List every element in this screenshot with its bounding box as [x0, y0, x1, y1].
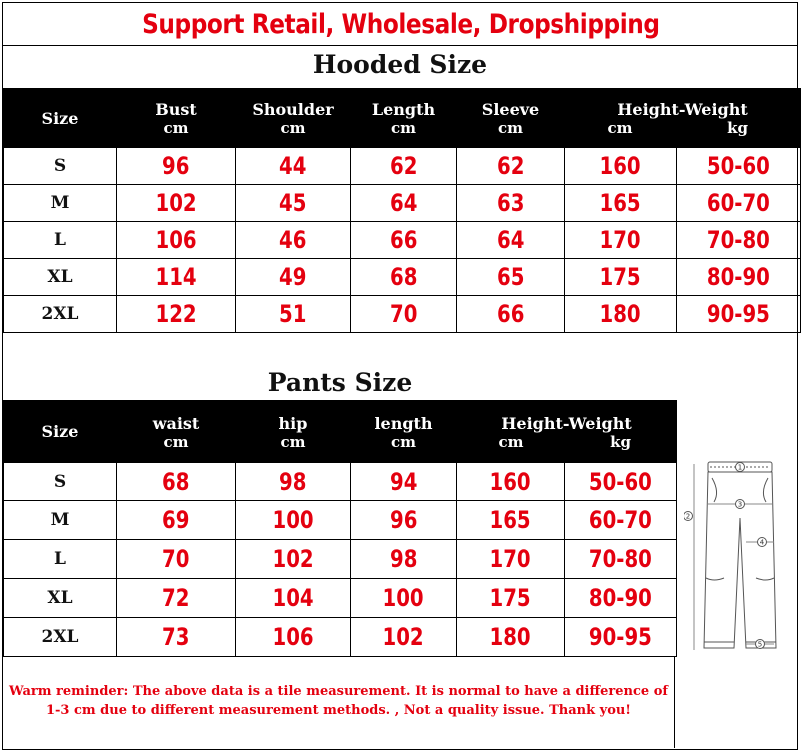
hooded-title: Hooded Size: [312, 50, 488, 79]
weight-value: 60-70: [677, 185, 801, 222]
header-unit: kg: [727, 119, 748, 137]
waist-value: 69: [117, 501, 236, 540]
size-label: XL: [4, 579, 117, 618]
length-value: 98: [351, 540, 457, 579]
sleeve-value: 62: [457, 148, 565, 185]
hip-value: 106: [236, 618, 351, 657]
sleeve-value: 65: [457, 259, 565, 296]
waist-value: 73: [117, 618, 236, 657]
table-row: [4, 579, 677, 618]
weight-value: 90-95: [565, 618, 677, 657]
size-label: L: [4, 222, 117, 259]
height-value: 170: [565, 222, 677, 259]
height-value: 165: [565, 185, 677, 222]
size-label: L: [4, 540, 117, 579]
hooded-size-table: [3, 88, 801, 333]
size-label: 2XL: [4, 618, 117, 657]
hooded-height-weight-header: [565, 89, 801, 148]
height-value: 160: [565, 148, 677, 185]
pocket-left: [712, 478, 717, 502]
height-value: 170: [457, 540, 565, 579]
table-row: [4, 618, 677, 657]
header-unit: cm: [498, 432, 524, 451]
shoulder-value: 44: [236, 148, 351, 185]
shoulder-value: 45: [236, 185, 351, 222]
hooded-sleeve-header: [457, 89, 565, 148]
size-label: S: [4, 148, 117, 185]
header-unit: cm: [163, 119, 189, 137]
size-label: 2XL: [4, 296, 117, 333]
length-value: 96: [351, 501, 457, 540]
header-unit: cm: [280, 432, 306, 451]
size-label: M: [4, 501, 117, 540]
bust-value: 114: [117, 259, 236, 296]
pants-height-weight-header: [457, 401, 677, 463]
length-value: 70: [351, 296, 457, 333]
header-unit: cm: [390, 432, 416, 451]
weight-value: 90-95: [677, 296, 801, 333]
header-label: Height-Weight: [617, 100, 748, 119]
pants-size-header: Size: [4, 401, 117, 463]
knee-seam-left: [706, 578, 724, 580]
weight-value: 80-90: [677, 259, 801, 296]
pants-size-table: [3, 400, 677, 657]
weight-value: 80-90: [565, 579, 677, 618]
weight-value: 70-80: [677, 222, 801, 259]
header-label: Sleeve: [481, 100, 540, 119]
weight-value: 60-70: [565, 501, 677, 540]
length-value: 102: [351, 618, 457, 657]
hip-value: 98: [236, 463, 351, 501]
marker-4-label: 4: [759, 538, 765, 547]
header-unit: kg: [610, 432, 631, 451]
height-value: 175: [457, 579, 565, 618]
marker-2-label: 2: [685, 512, 691, 521]
table-row: [4, 296, 801, 333]
pants-hip-header: [236, 401, 351, 463]
table-row: [4, 259, 801, 296]
header-label: Bust: [155, 100, 197, 119]
height-value: 175: [565, 259, 677, 296]
hooded-size-header: Size: [4, 89, 117, 148]
header-label: Shoulder: [252, 100, 334, 119]
header-unit: cm: [280, 119, 306, 137]
table-row: [4, 222, 801, 259]
header-label: Height-Weight: [501, 413, 632, 433]
waist-value: 68: [117, 463, 236, 501]
length-value: 62: [351, 148, 457, 185]
hooded-bust-header: [117, 89, 236, 148]
hip-value: 100: [236, 501, 351, 540]
size-label: XL: [4, 259, 117, 296]
height-value: 180: [457, 618, 565, 657]
header-units: [565, 119, 800, 137]
height-value: 165: [457, 501, 565, 540]
length-value: 66: [351, 222, 457, 259]
header-unit: cm: [607, 119, 633, 137]
marker-1-label: 1: [737, 463, 743, 472]
header-label: hip: [278, 413, 308, 433]
weight-value: 50-60: [677, 148, 801, 185]
bust-value: 122: [117, 296, 236, 333]
header-label: length: [374, 413, 433, 433]
header-unit: cm: [390, 119, 416, 137]
length-value: 100: [351, 579, 457, 618]
sleeve-value: 66: [457, 296, 565, 333]
marker-5-label: 5: [757, 640, 763, 649]
pocket-right: [763, 478, 768, 502]
pants-length-header: [351, 401, 457, 463]
length-value: 64: [351, 185, 457, 222]
header-units: [457, 433, 676, 451]
weight-value: 50-60: [565, 463, 677, 501]
header-unit: cm: [163, 432, 189, 451]
shoulder-value: 46: [236, 222, 351, 259]
shoulder-value: 51: [236, 296, 351, 333]
header-label: waist: [152, 413, 200, 433]
sleeve-value: 64: [457, 222, 565, 259]
pants-waist-header: [117, 401, 236, 463]
table-row: [4, 501, 677, 540]
table-row: [4, 148, 801, 185]
bust-value: 96: [117, 148, 236, 185]
marker-3-label: 3: [737, 500, 743, 509]
hip-value: 102: [236, 540, 351, 579]
height-value: 160: [457, 463, 565, 501]
size-label: S: [4, 463, 117, 501]
hooded-length-header: [351, 89, 457, 148]
bust-value: 106: [117, 222, 236, 259]
shoulder-value: 49: [236, 259, 351, 296]
bust-value: 102: [117, 185, 236, 222]
height-value: 180: [565, 296, 677, 333]
hooded-shoulder-header: [236, 89, 351, 148]
length-value: 68: [351, 259, 457, 296]
knee-seam-right: [756, 578, 774, 580]
warm-reminder-text: Warm reminder: The above data is a tile measurement. It is normal to have a difference of 1-3 cm due to different measurement methods. , Not a quality issue. Thank you!: [3, 656, 675, 748]
header-label: Length: [371, 100, 436, 119]
waist-value: 70: [117, 540, 236, 579]
weight-value: 70-80: [565, 540, 677, 579]
waist-value: 72: [117, 579, 236, 618]
length-value: 94: [351, 463, 457, 501]
size-label: M: [4, 185, 117, 222]
hip-value: 104: [236, 579, 351, 618]
banner-title: Support Retail, Wholesale, Dropshipping: [3, 3, 798, 46]
pants-measurement-diagram: [684, 458, 789, 658]
table-row: [4, 540, 677, 579]
header-unit: cm: [497, 119, 523, 137]
table-row: [4, 185, 801, 222]
pants-outline: [704, 472, 776, 648]
sleeve-value: 63: [457, 185, 565, 222]
table-row: [4, 463, 677, 501]
pants-title: Pants Size: [267, 368, 413, 397]
